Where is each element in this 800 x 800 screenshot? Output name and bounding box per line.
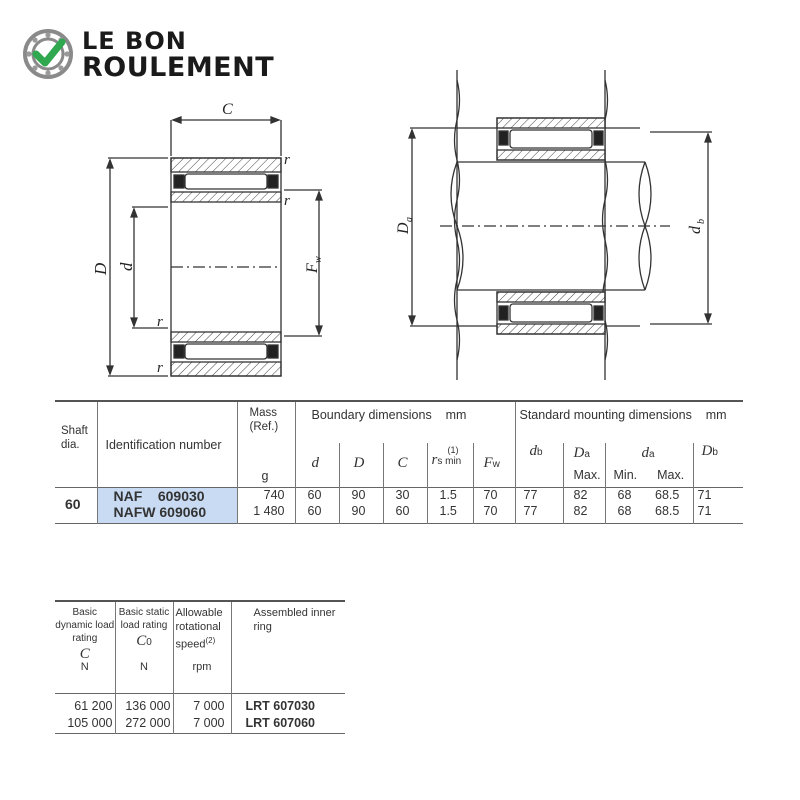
- col-Db-sub: b: [712, 447, 718, 458]
- Fw-1: 70: [473, 487, 515, 504]
- stat-symbol-sub: 0: [146, 637, 152, 648]
- da-min-2: 68: [605, 504, 649, 524]
- shaft-dia-header: Shaft dia.: [61, 425, 88, 451]
- db-2: 77: [515, 504, 563, 524]
- col-Fw-sub: w: [492, 459, 500, 470]
- C-1: 30: [383, 487, 427, 504]
- db-1: 77: [515, 487, 563, 504]
- col-da-max: Max.: [657, 468, 685, 482]
- col-rs-sub: s min: [437, 456, 462, 467]
- inner-1: LRT 607030: [231, 693, 345, 713]
- load-rating-table: [55, 600, 345, 734]
- col-db: [515, 443, 563, 487]
- mass-1: 740: [237, 487, 295, 504]
- label-r4: r: [157, 360, 163, 376]
- D-2: 90: [339, 504, 383, 524]
- ident-1: [97, 487, 237, 504]
- col-Fw: [473, 443, 515, 487]
- mass-2: 1 480: [237, 504, 295, 524]
- stat-symbol: C: [136, 633, 147, 649]
- table-row: [55, 487, 743, 504]
- label-db: d: [687, 226, 704, 234]
- C-2: 60: [383, 504, 427, 524]
- rs-1: 1.5: [427, 487, 473, 504]
- col-Da-sub: a: [584, 449, 590, 460]
- col-rs-label: r: [431, 452, 438, 468]
- d-1: 60: [295, 487, 339, 504]
- ident-2-series: NAFW: [113, 503, 156, 520]
- Fw-2: 70: [473, 504, 515, 524]
- d-2: 60: [295, 504, 339, 524]
- label-r1: r: [284, 152, 290, 168]
- Db-1: 71: [693, 487, 743, 504]
- col-da-sub: a: [649, 449, 655, 460]
- stat-2: 272 000: [115, 713, 173, 733]
- stat-header-label: Basic static load rating: [118, 607, 170, 631]
- Da-2: 82: [563, 504, 605, 524]
- label-r2: r: [284, 193, 290, 209]
- dyn-header: [55, 601, 115, 661]
- mass-header: Mass (Ref.): [237, 401, 295, 443]
- unit-n2: N: [115, 661, 173, 693]
- label-r3: r: [157, 314, 163, 330]
- dyn-2: 105 000: [67, 715, 113, 730]
- boundary-header-label: Boundary dimensions: [311, 408, 432, 422]
- col-rs-note: (1): [447, 445, 459, 455]
- col-db-label: d: [529, 443, 537, 459]
- col-Da: [563, 443, 605, 487]
- label-Da: D: [395, 222, 412, 234]
- ident-2: [97, 504, 237, 524]
- col-Da-label: D: [573, 445, 585, 461]
- col-Db: [693, 443, 743, 487]
- inner-2: LRT 607060: [231, 713, 345, 733]
- inner-header: Assembled inner ring: [231, 601, 345, 661]
- label-C: C: [222, 101, 233, 118]
- dyn-header-label: Basic dynamic load rating: [55, 607, 115, 644]
- da-max-1: 68.5: [655, 487, 680, 502]
- label-D: D: [91, 262, 110, 275]
- speed-header: [173, 601, 231, 661]
- col-da-min: Min.: [613, 468, 638, 482]
- boundary-header: [295, 401, 515, 443]
- label-db-sub: b: [696, 219, 707, 224]
- mounting-header-label: Standard mounting dimensions: [519, 408, 692, 422]
- table-row: [55, 504, 743, 524]
- label-d: d: [117, 262, 136, 271]
- rs-2: 1.5: [427, 504, 473, 524]
- speed-note: (2): [205, 636, 216, 645]
- mass-unit: g: [237, 443, 295, 487]
- Db-2: 71: [693, 504, 743, 524]
- unit-rpm: rpm: [173, 661, 231, 693]
- dyn-1: 61 200: [74, 699, 113, 713]
- ident-1-number: 609030: [157, 487, 205, 504]
- col-Fw-label: F: [483, 455, 493, 471]
- label-Fw-sub: w: [313, 256, 324, 263]
- inner-unit-empty: [231, 661, 345, 693]
- label-Da-sub: a: [404, 217, 415, 222]
- Da-1: 82: [563, 487, 605, 504]
- table-row: [55, 713, 345, 733]
- dimensions-table: [55, 400, 743, 524]
- col-da: [605, 443, 693, 487]
- col-rs: [427, 443, 473, 487]
- shaft-value: 60: [65, 495, 81, 512]
- D-1: 90: [339, 487, 383, 504]
- speed-2: 7 000: [173, 713, 231, 733]
- ident-1-series: NAF: [113, 487, 143, 504]
- speed-header-label: Allowable rotational speed: [175, 607, 223, 651]
- mounting-unit: mm: [705, 408, 727, 422]
- dyn-symbol: C: [79, 646, 90, 662]
- col-da-label: d: [641, 445, 649, 461]
- unit-n1: N: [80, 661, 89, 673]
- col-D: D: [339, 443, 383, 487]
- logo-line1: LE BON: [82, 27, 187, 55]
- col-Db-label: D: [701, 443, 713, 459]
- stat-1: 136 000: [115, 693, 173, 713]
- boundary-unit: mm: [445, 408, 467, 422]
- col-db-sub: b: [537, 447, 543, 458]
- col-C: C: [383, 443, 427, 487]
- col-d: d: [295, 443, 339, 487]
- bearing-diagram: [0, 70, 800, 390]
- stat-header: [115, 601, 173, 661]
- logo-line2: ROULEMENT: [82, 52, 275, 83]
- col-Da-max: Max.: [573, 468, 601, 482]
- da-max-2: 68.5: [655, 503, 680, 518]
- ident-header: Identification number: [97, 401, 237, 487]
- speed-1: 7 000: [173, 693, 231, 713]
- da-min-1: 68: [605, 487, 649, 504]
- table-row: [55, 693, 345, 713]
- ident-2-number: 609060: [159, 503, 207, 520]
- mounting-header: [515, 401, 743, 443]
- label-Fw: F: [304, 263, 321, 273]
